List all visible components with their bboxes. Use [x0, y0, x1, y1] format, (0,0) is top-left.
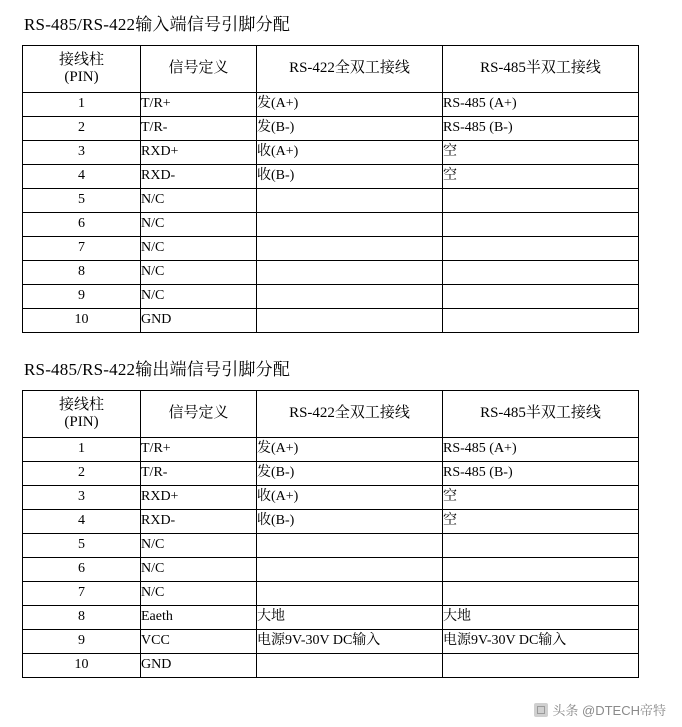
cell-rs485: RS-485 (A+) [443, 93, 639, 117]
cell-rs422: 收(A+) [257, 141, 443, 165]
cell-rs422: 收(B-) [257, 510, 443, 534]
table-row [23, 630, 639, 654]
cell-rs485: 电源9V-30V DC输入 [443, 630, 639, 654]
cell-signal: N/C [141, 582, 257, 606]
cell-pin: 5 [23, 534, 141, 558]
column-header-signal: 信号定义 [141, 46, 257, 93]
cell-pin: 8 [23, 606, 141, 630]
table-row [23, 534, 639, 558]
cell-pin: 3 [23, 486, 141, 510]
table-row [23, 189, 639, 213]
cell-rs485 [443, 534, 639, 558]
cell-rs485: RS-485 (B-) [443, 117, 639, 141]
cell-rs485: 空 [443, 141, 639, 165]
cell-signal: T/R+ [141, 93, 257, 117]
table-row [23, 213, 639, 237]
cell-signal: N/C [141, 285, 257, 309]
table-body [23, 438, 639, 678]
cell-rs485 [443, 189, 639, 213]
cell-signal: N/C [141, 189, 257, 213]
cell-rs422: 收(B-) [257, 165, 443, 189]
table-row [23, 309, 639, 333]
table-row [23, 654, 639, 678]
cell-signal: N/C [141, 261, 257, 285]
cell-pin: 9 [23, 285, 141, 309]
cell-signal: N/C [141, 534, 257, 558]
cell-rs485: 空 [443, 165, 639, 189]
page-title-2: RS-485/RS-422输出端信号引脚分配 [24, 360, 291, 379]
cell-pin: 8 [23, 261, 141, 285]
cell-signal: GND [141, 309, 257, 333]
cell-signal: T/R+ [141, 438, 257, 462]
cell-pin: 7 [23, 237, 141, 261]
table-row [23, 606, 639, 630]
table-row [23, 165, 639, 189]
table-header [23, 391, 639, 438]
cell-rs485 [443, 213, 639, 237]
cell-signal: T/R- [141, 117, 257, 141]
cell-pin: 1 [23, 438, 141, 462]
cell-rs485: RS-485 (B-) [443, 462, 639, 486]
cell-rs422: 大地 [257, 606, 443, 630]
cell-pin: 10 [23, 654, 141, 678]
cell-rs485: 空 [443, 486, 639, 510]
cell-pin: 5 [23, 189, 141, 213]
table-row [23, 438, 639, 462]
cell-pin: 7 [23, 582, 141, 606]
cell-rs422 [257, 189, 443, 213]
cell-signal: N/C [141, 558, 257, 582]
table-header [23, 46, 639, 93]
cell-rs422: 电源9V-30V DC输入 [257, 630, 443, 654]
cell-rs422 [257, 213, 443, 237]
cell-pin: 1 [23, 93, 141, 117]
cell-signal: T/R- [141, 462, 257, 486]
column-header-pin [23, 46, 141, 93]
cell-signal: VCC [141, 630, 257, 654]
cell-pin: 3 [23, 141, 141, 165]
cell-rs485 [443, 582, 639, 606]
cell-pin: 4 [23, 165, 141, 189]
cell-rs485 [443, 237, 639, 261]
cell-pin: 6 [23, 558, 141, 582]
table-row [23, 261, 639, 285]
cell-rs422: 发(A+) [257, 93, 443, 117]
page-title: RS-485/RS-422输入端信号引脚分配 [24, 15, 291, 34]
table-row [23, 462, 639, 486]
table-body [23, 93, 639, 333]
cell-rs485 [443, 261, 639, 285]
table-row [23, 117, 639, 141]
table-row [23, 93, 639, 117]
table-row [23, 285, 639, 309]
column-header-rs422: RS-422全双工接线 [257, 46, 443, 93]
table-header-row [23, 391, 639, 438]
cell-pin: 2 [23, 462, 141, 486]
cell-signal: RXD- [141, 510, 257, 534]
cell-rs422 [257, 261, 443, 285]
table-row [23, 141, 639, 165]
cell-rs422 [257, 309, 443, 333]
table-row [23, 237, 639, 261]
column-header-rs485: RS-485半双工接线 [443, 46, 639, 93]
cell-rs422 [257, 285, 443, 309]
cell-pin: 9 [23, 630, 141, 654]
cell-rs422: 收(A+) [257, 486, 443, 510]
cell-rs422: 发(B-) [257, 462, 443, 486]
cell-signal: GND [141, 654, 257, 678]
column-header-rs422: RS-422全双工接线 [257, 391, 443, 438]
cell-rs422: 发(B-) [257, 117, 443, 141]
cell-rs485: 空 [443, 510, 639, 534]
section-input-pinout [22, 10, 660, 333]
cell-rs485: RS-485 (A+) [443, 438, 639, 462]
cell-rs422 [257, 582, 443, 606]
cell-rs485: 大地 [443, 606, 639, 630]
table-row [23, 558, 639, 582]
cell-signal: N/C [141, 237, 257, 261]
cell-signal: RXD+ [141, 141, 257, 165]
cell-rs485 [443, 558, 639, 582]
cell-signal: RXD+ [141, 486, 257, 510]
cell-rs422 [257, 237, 443, 261]
column-header-pin-line2: (PIN) [64, 69, 99, 85]
section-output-pinout [22, 355, 660, 678]
watermark-logo-icon [534, 703, 548, 717]
column-header-pin-line2: (PIN) [64, 414, 99, 430]
cell-rs485 [443, 654, 639, 678]
pinout-table-output [22, 390, 639, 678]
cell-rs485 [443, 285, 639, 309]
table-row [23, 582, 639, 606]
column-header-pin-line1: 接线柱 [58, 51, 104, 68]
cell-rs422 [257, 558, 443, 582]
watermark [534, 700, 666, 719]
cell-signal: Eaeth [141, 606, 257, 630]
watermark-text: 头条 @DTECH帝特 [552, 703, 666, 718]
cell-pin: 4 [23, 510, 141, 534]
cell-signal: RXD- [141, 165, 257, 189]
table-row [23, 486, 639, 510]
cell-rs422: 发(A+) [257, 438, 443, 462]
cell-rs485 [443, 309, 639, 333]
column-header-pin-line1: 接线柱 [58, 396, 104, 413]
cell-signal: N/C [141, 213, 257, 237]
cell-pin: 6 [23, 213, 141, 237]
table-row [23, 510, 639, 534]
cell-pin: 2 [23, 117, 141, 141]
column-header-rs485: RS-485半双工接线 [443, 391, 639, 438]
pinout-table-input [22, 45, 639, 333]
column-header-pin [23, 391, 141, 438]
cell-rs422 [257, 654, 443, 678]
table-header-row [23, 46, 639, 93]
cell-pin: 10 [23, 309, 141, 333]
cell-rs422 [257, 534, 443, 558]
column-header-signal: 信号定义 [141, 391, 257, 438]
